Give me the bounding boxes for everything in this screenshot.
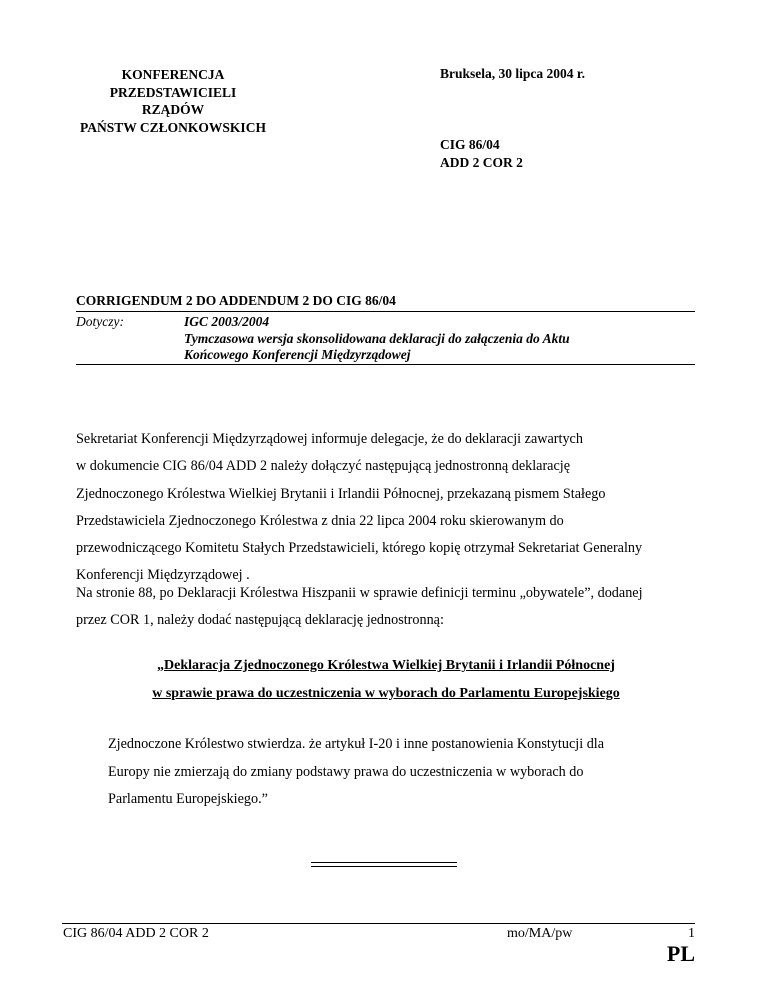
text-line: w dokumencie CIG 86/04 ADD 2 należy dołączyć następującą jednostronną deklarację [76, 458, 571, 475]
text-line: Konferencji Międzyrządowej . [76, 567, 250, 584]
corrigendum-title: CORRIGENDUM 2 DO ADDENDUM 2 DO CIG 86/04 [76, 293, 396, 308]
divider [76, 364, 695, 365]
issuer-line: PAŃSTW CZŁONKOWSKICH [80, 119, 266, 135]
body-paragraph-1 [76, 426, 696, 590]
subject-text [184, 314, 694, 364]
text-line: Parlamentu Europejskiego.” [108, 791, 268, 807]
subject-line: Tymczasowa wersja skonsolidowana deklaracji do załączenia do Aktu [184, 330, 570, 346]
text-line: przewodniczącego Komitetu Stałych Przedstawicieli, którego kopię otrzymał Sekretariat Generalny [76, 540, 643, 557]
issuer-line: PRZEDSTAWICIELI [109, 84, 237, 100]
text-line: Europy nie zmierzają do zmiany podstawy prawa do uczestniczenia w wyborach do [108, 763, 584, 780]
declaration-title [76, 652, 696, 707]
page-number: 1 [688, 926, 695, 941]
footer-divider [62, 923, 695, 924]
subject-line: IGC 2003/2004 [184, 314, 270, 329]
document-reference [440, 136, 523, 171]
text-line: Przedstawiciela Zjednoczonego Królestwa z dnia 22 lipca 2004 roku skierowanym do [76, 512, 564, 529]
open-quote: „ [157, 658, 165, 673]
text-line: Na stronie 88, po Deklaracji Królestwa Hiszpanii w sprawie definicji terminu „obywatele”, dodanej [76, 585, 643, 601]
declaration-title-line: Deklaracja Zjednoczonego Królestwa Wielkiej Brytanii i Irlandii Północnej [164, 658, 615, 673]
language-code: PL [666, 941, 695, 966]
subject-line: Końcowego Konferencji Międzyrządowej [184, 347, 411, 362]
issuer-block [60, 66, 286, 136]
declaration-text [108, 731, 698, 814]
place-date: Bruksela, 30 lipca 2004 r. [440, 66, 586, 81]
reference-line: CIG 86/04 [440, 137, 500, 152]
footer-document-reference: CIG 86/04 ADD 2 COR 2 [63, 926, 209, 941]
subject-label: Dotyczy: [76, 314, 124, 329]
issuer-line: RZĄDÓW [141, 102, 205, 117]
reference-line: ADD 2 COR 2 [440, 154, 523, 170]
divider [76, 311, 695, 312]
declaration-title-line: w sprawie prawa do uczestniczenia w wyborach do Parlamentu Europejskiego [152, 685, 620, 701]
text-line: przez COR 1, należy dodać następującą deklarację jednostronną: [76, 612, 444, 629]
issuer-line: KONFERENCJA [121, 67, 225, 82]
end-of-text-rule [311, 862, 457, 867]
text-line: Zjednoczone Królestwo stwierdza. że artykuł I-20 i inne postanowienia Konstytucji dla [108, 736, 605, 752]
body-paragraph-2 [76, 580, 696, 635]
text-line: Zjednoczonego Królestwa Wielkiej Brytanii i Irlandii Północnej, przekazaną pismem Stałego [76, 485, 606, 502]
text-line: Sekretariat Konferencji Międzyrządowej informuje delegacje, że do deklaracji zawartych [76, 431, 583, 447]
footer-code: mo/MA/pw [507, 926, 573, 941]
